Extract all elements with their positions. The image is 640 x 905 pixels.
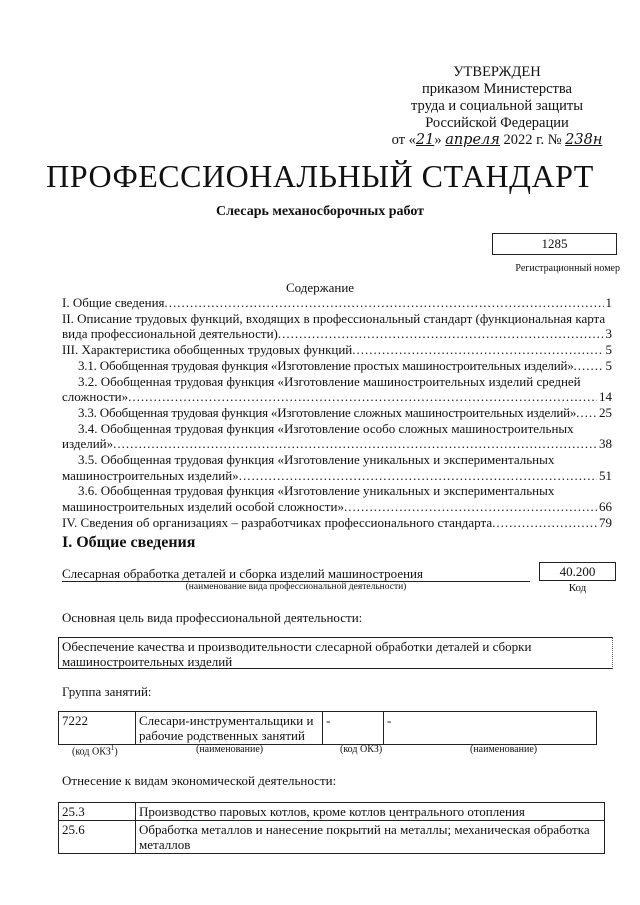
toc-page: 79 <box>599 514 612 530</box>
toc-item[interactable]: машиностроительных изделий особой сложности» ..... 66 <box>62 499 612 515</box>
goal-box: Обеспечение качества и производительности слесарной обработки деталей и сборки машиностроительных изделий <box>58 637 613 669</box>
toc-item-line[interactable]: 3.5. Обобщенная трудовая функция «Изготовление уникальных и экспериментальных <box>78 452 555 468</box>
table-row <box>59 712 597 745</box>
standard-name: Слесарь механосборочных работ <box>215 204 425 219</box>
goal-label: Основная цель вида профессиональной деятельности: <box>62 610 363 625</box>
approval-block <box>378 64 616 149</box>
okz-name-caption: (наименование) <box>196 744 264 755</box>
okz-code-caption: (код ОКЗ$^1$) <box>72 744 118 758</box>
toc-page: 25 <box>599 404 612 420</box>
okved-name-cell: Обработка металлов и нанесение покрытий на металлы; механическая обработка металлов <box>136 821 605 854</box>
toc-item-line[interactable]: 3.6. Обобщенная трудовая функция «Изготовление уникальных и экспериментальных <box>78 483 555 499</box>
approval-line: труда и социальной защиты <box>411 98 583 114</box>
okved-code-cell: 25.3 <box>59 803 136 821</box>
okved-code-cell: 25.6 <box>59 821 136 854</box>
toc-page: 3 <box>605 326 612 342</box>
okz-code-caption: (код ОКЗ) <box>340 744 383 755</box>
toc-item-line[interactable]: 3.2. Обобщенная трудовая функция «Изготовление машиностроительных изделий средней <box>78 373 581 389</box>
approval-day: 21 <box>415 132 435 148</box>
approval-date-mid: » <box>434 132 446 148</box>
toc-heading: Содержание <box>285 280 355 295</box>
section-heading: I. Общие сведения <box>62 534 196 551</box>
approval-month: апреля <box>445 132 500 148</box>
toc-item-line[interactable]: 3.4. Обобщенная трудовая функция «Изготовление особо сложных машиностроительных <box>78 420 574 436</box>
toc-item[interactable]: 3.3. Обобщенная трудовая функция «Изготовление сложных машиностроительных изделий» ..... 25 <box>62 405 612 421</box>
activity-type-caption: (наименование вида профессиональной деятельности) <box>185 582 407 592</box>
toc-item[interactable]: IV. Сведения об организациях – разработчиках профессионального стандарта ..... 79 <box>62 515 612 531</box>
toc-item[interactable]: вида профессиональной деятельности) ..... 3 <box>62 326 612 342</box>
approval-line: приказом Министерства <box>422 81 572 97</box>
approval-date-line <box>378 132 616 149</box>
okz-name-caption: (наименование) <box>470 744 538 755</box>
activity-type-value: Слесарная обработка деталей и сборка изделий машиностроения <box>62 566 530 582</box>
occupation-group-table <box>58 711 597 745</box>
approval-line: Российской Федерации <box>425 115 569 131</box>
toc-page: 1 <box>605 295 612 310</box>
okz-code-cell: 7222 <box>59 712 136 745</box>
activity-code-box: 40.200 <box>539 562 616 581</box>
toc-item[interactable]: I. Общие сведения ..... 1 <box>62 295 612 311</box>
toc-item[interactable]: машиностроительных изделий» ..... 51 <box>62 468 612 484</box>
toc-page: 66 <box>599 499 612 515</box>
activity-code-label: Код <box>568 582 587 594</box>
toc-item[interactable]: сложности» ..... 14 <box>62 389 612 405</box>
approval-date-year: 2022 г. № <box>499 132 566 148</box>
table-of-contents <box>62 295 612 531</box>
okz-code-cell: - <box>323 712 384 745</box>
toc-page: 5 <box>605 342 612 358</box>
toc-page: 5 <box>605 357 612 373</box>
occupation-group-label: Группа занятий: <box>62 684 152 699</box>
okz-name-cell: Слесари-инструментальщики и рабочие родственных занятий <box>136 712 323 745</box>
okved-label: Отнесение к видам экономической деятельности: <box>62 773 337 788</box>
table-row <box>59 803 605 821</box>
toc-item[interactable]: III. Характеристика обобщенных трудовых функций ..... 5 <box>62 342 612 358</box>
document-title: ПРОФЕССИОНАЛЬНЫЙ СТАНДАРТ <box>46 158 594 194</box>
toc-page: 38 <box>599 436 612 452</box>
approval-title: УТВЕРЖДЕН <box>453 64 541 80</box>
registration-number-label: Регистрационный номер <box>515 263 620 274</box>
toc-page: 14 <box>599 389 612 405</box>
okved-table <box>58 802 605 854</box>
toc-item[interactable]: 3.1. Обобщенная трудовая функция «Изготовление простых машиностроительных изделий» ..... 5 <box>62 358 612 374</box>
approval-date-prefix: от « <box>391 132 416 148</box>
toc-item[interactable]: изделий» ..... 38 <box>62 436 612 452</box>
approval-number: 238н <box>565 132 603 148</box>
registration-number-box: 1285 <box>492 233 617 255</box>
okz-name-cell: - <box>384 712 597 745</box>
table-row <box>59 821 605 854</box>
toc-page: 51 <box>599 467 612 483</box>
okved-name-cell: Производство паровых котлов, кроме котлов центрального отопления <box>136 803 605 821</box>
toc-item-line[interactable]: II. Описание трудовых функций, входящих в профессиональный стандарт (функциональная карта <box>62 310 606 326</box>
